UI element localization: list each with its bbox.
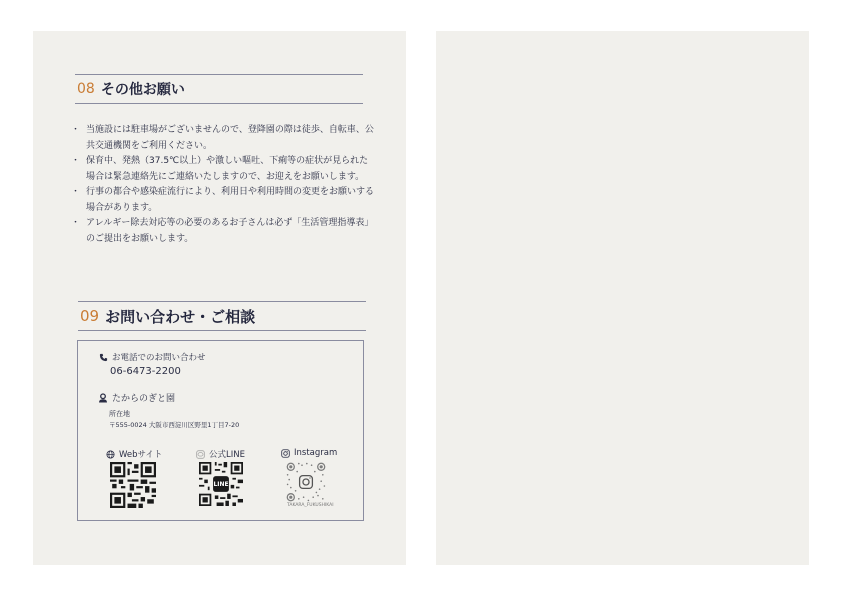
notes-list (74, 123, 374, 247)
instagram-label-row (280, 448, 337, 458)
line-qr-text: LINE (213, 480, 229, 488)
line-label: 公式LINE (209, 450, 245, 460)
instagram-caption: TAKARA_FUKUSHIKAI (287, 503, 334, 508)
phone-label-row (98, 351, 206, 363)
web-label-row (105, 448, 162, 460)
list-item: ・ 行事の都合や感染症流行により、利用日や利用時間の変更をお願いする場合があります。 (74, 185, 374, 216)
line-icon (195, 449, 205, 459)
instagram-qr-code[interactable] (286, 462, 326, 502)
line-label-row (195, 448, 245, 460)
section-number: 09 (80, 307, 100, 325)
section-number: 08 (77, 81, 95, 97)
list-item: ・ アレルギー除去対応等の必要のあるお子さんは必ず「生活管理指導表」のご提出をお願いします。 (74, 216, 374, 247)
left-page (33, 31, 406, 565)
line-qr-code[interactable] (199, 462, 243, 506)
instagram-label: Instagram (294, 448, 338, 458)
section-09-heading (78, 301, 366, 331)
web-qr-code[interactable] (110, 462, 156, 508)
section-08-heading (75, 74, 363, 104)
web-label: Webサイト (119, 450, 163, 460)
globe-icon (105, 449, 115, 459)
right-page (436, 31, 809, 565)
person-icon (98, 393, 108, 403)
section-title: お問い合わせ・ご相談 (105, 307, 256, 326)
instagram-icon (280, 448, 290, 458)
facility-name: たからのぎと園 (112, 394, 176, 404)
address: 〒555-0024 大阪市西淀川区野里1丁目7-20 (109, 421, 240, 429)
phone-icon (98, 352, 108, 362)
facility-row (98, 391, 175, 404)
list-item: ・ 保育中、発熱（37.5℃以上）や激しい嘔吐、下痢等の症状が見られた場合は緊急連絡先にご連絡いたしますので、お迎えをお願いします。 (74, 154, 374, 185)
phone-label: お電話でのお問い合わせ (112, 353, 206, 363)
list-item: ・ 当施設には駐車場がございませんので、登降園の際は徒歩、自転車、公共交通機関をご利用ください。 (74, 123, 374, 154)
address-label: 所在地 (109, 410, 130, 418)
contact-box (77, 340, 364, 521)
phone-number[interactable]: 06-6473-2200 (110, 366, 181, 377)
section-title: その他お願い (100, 82, 185, 98)
